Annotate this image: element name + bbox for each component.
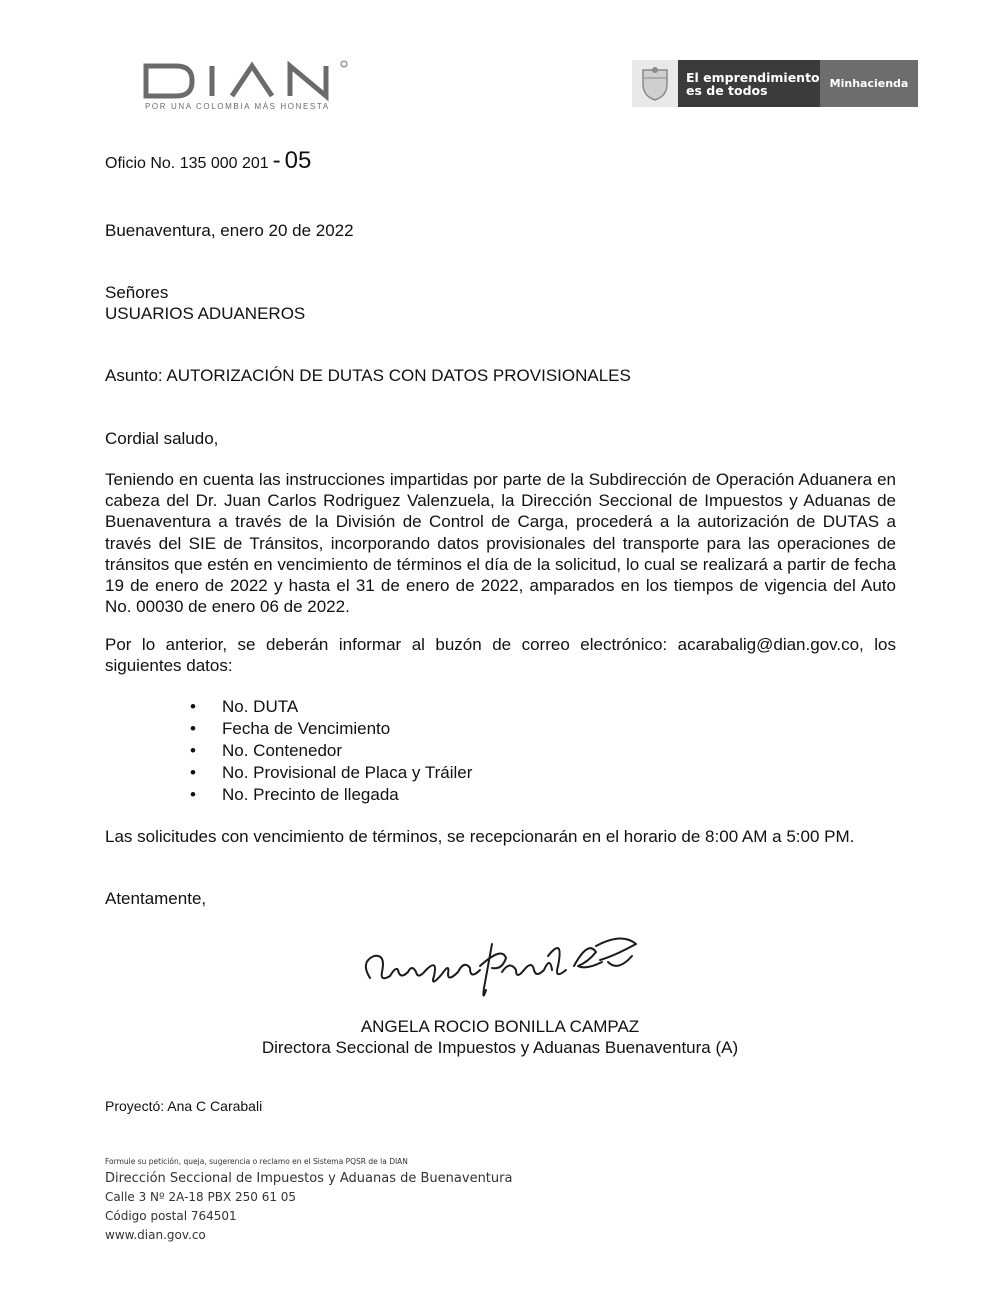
recipient-salutation: Señores [105,283,169,302]
list-item-text: No. DUTA [222,697,299,716]
list-item-text: No. Contenedor [222,741,343,760]
list-item-text: No. Provisional de Placa y Tráiler [222,763,473,782]
list-item-text: Fecha de Vencimiento [222,719,391,738]
body-paragraph-2: Por lo anterior, se deberán informar al buzón de correo electrónico: acarabalig@dian.gov.co, los siguientes datos: [105,635,896,676]
gov-slogan [678,60,820,107]
ministry-label: Minhacienda [820,60,918,107]
list-item [190,696,472,718]
subject-line: Asunto: AUTORIZACIÓN DE DUTAS CON DATOS PROVISIONALES [105,366,631,385]
greeting: Cordial saludo, [105,429,219,448]
oficio-code: 05 [284,147,312,174]
list-item [190,718,472,740]
bullet-icon: • [190,785,196,804]
place-date: Buenaventura, enero 20 de 2022 [105,221,354,240]
footer-address: Calle 3 Nº 2A-18 PBX 250 61 05 [105,1190,297,1204]
signer-title: Directora Seccional de Impuestos y Aduanas Buenaventura (A) [261,1038,739,1057]
footer-postal-code: Código postal 764501 [105,1209,237,1223]
bullet-icon: • [190,719,196,738]
required-data-list [190,696,472,806]
projected-by: Proyectó: Ana C Carabali [105,1098,263,1114]
bullet-icon: • [190,697,196,716]
gov-slogan-line-1: El emprendimiento [686,70,820,85]
footer-office: Dirección Seccional de Impuestos y Aduanas de Buenaventura [105,1171,513,1186]
handwritten-signature [352,926,652,1006]
list-item [190,784,472,806]
bullet-icon: • [190,741,196,760]
body-paragraph-3: Las solicitudes con vencimiento de términos, se recepcionarán en el horario de 8:00 AM a 5:00 PM. [105,827,855,846]
body-paragraph-1: Teniendo en cuenta las instrucciones impartidas por parte de la Subdirección de Operación Aduanera en cabeza del Dr. Juan Carlos Rodriguez Valenzuela, la Dirección Seccional de Impuestos y Aduanas de Buenaventura a través de la División de Control de Carga, procederá a la autorización de DUTAS a través del SIE de Tránsitos, incorporando datos provisionales del transporte para las operaciones de tránsitos que estén en vencimiento de términos el día de la solicitud, lo cual se realizará a partir de fecha 19 de enero de 2022 y hasta el 31 de enero de 2022, amparados en los tiempos de vigencia del Auto No. 00030 de enero 06 de 2022. [105,470,896,617]
oficio-dash: - [272,147,281,174]
government-logo [632,60,918,107]
coat-of-arms-icon [632,60,678,107]
recipient-name: USUARIOS ADUANEROS [105,304,306,323]
closing: Atentamente, [105,889,207,908]
footer-pqsr-note: Formule su petición, queja, sugerencia o reclamo en el Sistema PQSR de la DIAN [105,1157,408,1166]
signer-name: ANGELA ROCIO BONILLA CAMPAZ [360,1017,640,1036]
gov-slogan-line-2: es de todos [686,83,768,98]
list-item-text: No. Precinto de llegada [222,785,399,804]
footer-website[interactable]: www.dian.gov.co [105,1228,206,1242]
list-item [190,740,472,762]
oficio-number [105,147,312,174]
logo-tagline: POR UNA COLOMBIA MÁS HONESTA [145,102,330,111]
oficio-prefix: Oficio No. 135 000 201 [105,155,269,172]
bullet-icon: • [190,763,196,782]
list-item [190,762,472,784]
